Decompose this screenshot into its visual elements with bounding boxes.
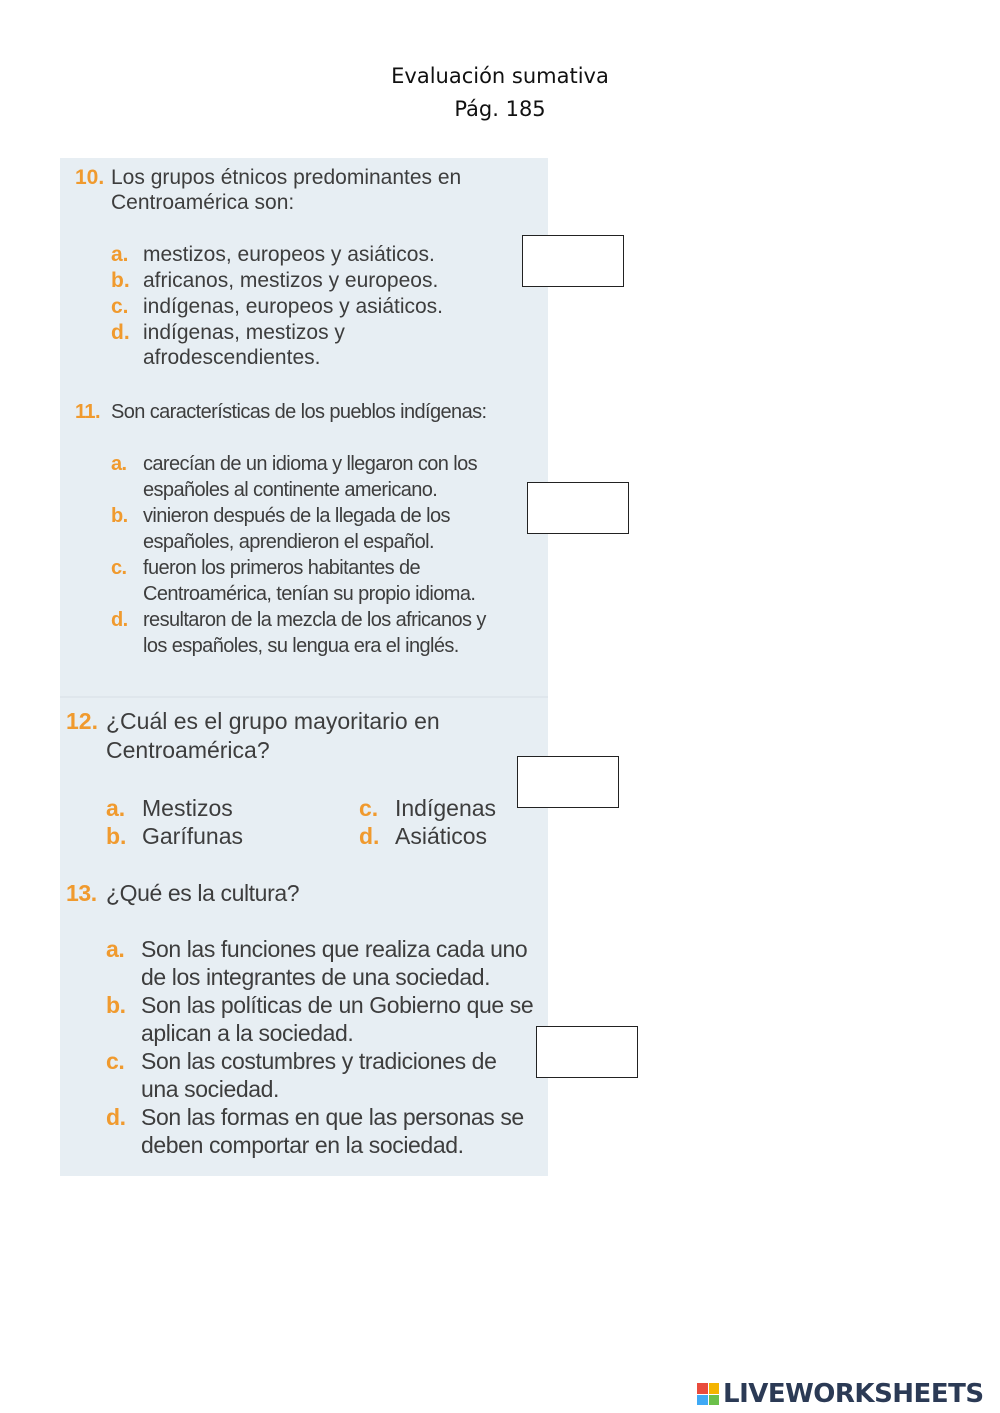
option-a bbox=[0, 935, 536, 991]
option-text: resultaron de la mezcla de los africanos y los españoles, su lengua era el inglés. bbox=[143, 609, 486, 657]
option-letter: b. bbox=[106, 992, 126, 1018]
option-d bbox=[359, 822, 487, 851]
option-b bbox=[106, 822, 243, 851]
option-b bbox=[0, 503, 503, 555]
option-text: Garífunas bbox=[142, 823, 243, 849]
answer-box-13[interactable] bbox=[536, 1026, 638, 1078]
answer-box-10[interactable] bbox=[522, 235, 624, 287]
question-number: 10. bbox=[75, 166, 105, 189]
option-text: Son las políticas de un Gobierno que se aplican a la sociedad. bbox=[141, 992, 534, 1046]
question-number: 13. bbox=[66, 880, 97, 906]
option-letter: a. bbox=[106, 795, 126, 821]
option-letter: c. bbox=[359, 795, 379, 821]
question-text: Los grupos étnicos predominantes en Centroamérica son: bbox=[111, 166, 462, 214]
option-letter: d. bbox=[111, 609, 128, 631]
worksheet-title: Evaluación sumativa bbox=[391, 64, 609, 88]
option-letter: d. bbox=[111, 321, 130, 344]
option-letter: b. bbox=[111, 269, 130, 292]
option-letter: d. bbox=[359, 823, 380, 849]
question-text: ¿Qué es la cultura? bbox=[106, 880, 300, 906]
option-text: Son las costumbres y tradiciones de una sociedad. bbox=[141, 1048, 497, 1102]
option-text: indígenas, mestizos y afrodescendientes. bbox=[143, 321, 345, 369]
option-text: Mestizos bbox=[142, 795, 233, 821]
liveworksheets-logo-icon bbox=[697, 1383, 719, 1405]
option-list bbox=[0, 242, 488, 372]
option-text: Son las funciones que realiza cada uno de los integrantes de una sociedad. bbox=[141, 936, 528, 990]
option-letter: b. bbox=[111, 505, 128, 527]
option-b bbox=[0, 991, 536, 1047]
option-text: indígenas, europeos y asiáticos. bbox=[143, 295, 444, 318]
option-text: fueron los primeros habitantes de Centroamérica, tenían su propio idioma. bbox=[143, 557, 476, 605]
option-list bbox=[0, 935, 534, 1159]
option-a bbox=[0, 451, 503, 503]
option-c bbox=[0, 555, 503, 607]
option-d bbox=[0, 320, 353, 372]
option-letter: a. bbox=[106, 936, 125, 962]
option-text: carecían de un idioma y llegaron con los españoles al continente americano. bbox=[143, 453, 477, 501]
page-reference: Pág. 185 bbox=[454, 97, 546, 121]
option-letter: c. bbox=[106, 1048, 125, 1074]
option-b bbox=[0, 268, 488, 294]
option-text: africanos, mestizos y europeos. bbox=[143, 269, 439, 292]
option-list bbox=[0, 451, 488, 659]
answer-box-11[interactable] bbox=[527, 482, 629, 534]
brand-name: LIVEWORKSHEETS bbox=[723, 1379, 984, 1409]
section-divider bbox=[60, 696, 548, 698]
option-text: Son las formas en que las personas se deben comportar en la sociedad. bbox=[141, 1104, 524, 1158]
option-text: mestizos, europeos y asiáticos. bbox=[143, 243, 435, 266]
question-number: 12. bbox=[66, 708, 98, 734]
question-text: Son características de los pueblos indígenas: bbox=[111, 401, 487, 423]
question-text: ¿Cuál es el grupo mayoritario en Centroamérica? bbox=[106, 708, 440, 763]
option-a bbox=[0, 242, 488, 268]
option-letter: b. bbox=[106, 823, 127, 849]
liveworksheets-logo bbox=[697, 1378, 984, 1410]
option-letter: c. bbox=[111, 295, 129, 318]
option-text: Asiáticos bbox=[395, 823, 488, 849]
option-d bbox=[0, 1103, 536, 1159]
option-a bbox=[106, 794, 233, 823]
option-letter: d. bbox=[106, 1104, 126, 1130]
option-letter: a. bbox=[111, 453, 127, 475]
option-c bbox=[0, 1047, 536, 1103]
worksheet-header bbox=[0, 60, 1000, 126]
option-text: vinieron después de la llegada de los españoles, aprendieron el español. bbox=[143, 505, 450, 553]
option-letter: c. bbox=[111, 557, 127, 579]
option-c bbox=[359, 794, 496, 823]
option-d bbox=[0, 607, 503, 659]
option-text: Indígenas bbox=[395, 795, 497, 821]
answer-box-12[interactable] bbox=[517, 756, 619, 808]
option-letter: a. bbox=[111, 243, 129, 266]
question-number: 11. bbox=[75, 401, 100, 423]
option-c bbox=[0, 294, 488, 320]
